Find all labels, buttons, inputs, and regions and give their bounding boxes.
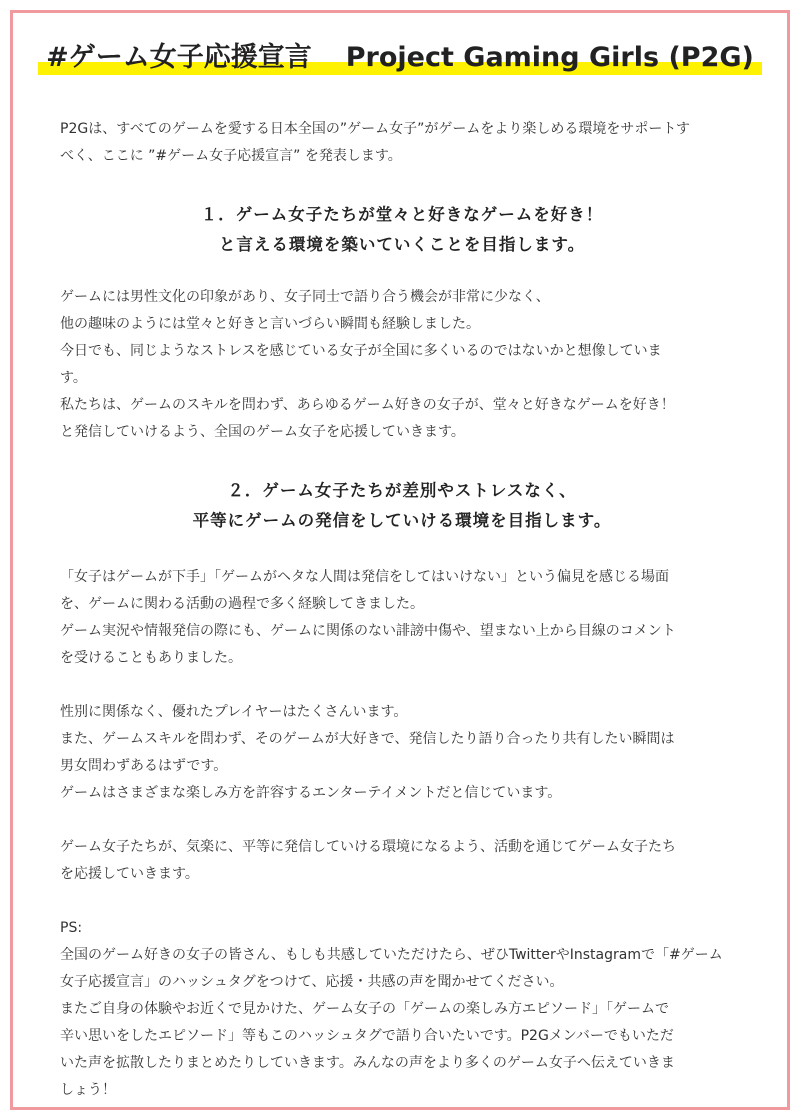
intro-paragraph (60, 116, 744, 170)
body-line: を応援していきます。 (60, 866, 199, 882)
declaration-body (60, 116, 744, 1104)
heading-line: 平等にゲームの発信をしていける環境を目指します。 (192, 511, 612, 530)
body-line: を、ゲームに関わる活動の過程で多く経験してきました。 (60, 596, 424, 612)
ps-label: PS: (60, 920, 83, 936)
body-line: またご自身の体験やお近くで見かけた、ゲーム女子の「ゲームの楽しみ方エピソード」「ゲームで (60, 1001, 669, 1017)
body-line: ゲームはさまざまな楽しみ方を許容するエンターテイメントだと信じています。 (60, 785, 562, 801)
body-line: 今日でも、同じようなストレスを感じている女子が全国に多くいるのではないかと想像していま (60, 343, 662, 359)
heading-line: １．ゲーム女子たちが堂々と好きなゲームを好き！ (200, 205, 604, 224)
body-line: 他の趣味のようには堂々と好きと言いづらい瞬間も経験しました。 (60, 316, 480, 332)
body-line: ゲーム女子たちが、気楽に、平等に発信していける環境になるよう、活動を通じてゲーム女子たち (60, 839, 676, 855)
body-line: 「女子はゲームが下手」「ゲームがヘタな人間は発信をしてはいけない」という偏見を感じる場面 (60, 569, 669, 585)
page-title (42, 38, 758, 78)
title-english: Project Gaming Girls (P2G) (345, 42, 754, 73)
title-japanese: #ゲーム女子応援宣言 (46, 42, 312, 73)
intro-line: べく、ここに ”#ゲーム女子応援宣言” を発表します。 (60, 148, 402, 164)
body-line: 辛い思いをしたエピソード」等もこのハッシュタグで語り合いたいです。P2Gメンバーでもいただ (60, 1028, 674, 1044)
body-line: 女子応援宣言」のハッシュタグをつけて、応援・共感の声を聞かせてください。 (60, 974, 564, 990)
body-line: また、ゲームスキルを問わず、そのゲームが大好きで、発信したり語り合ったり共有したい瞬間は (60, 731, 675, 747)
section1-heading (60, 200, 744, 260)
section2-paragraph-3 (60, 834, 744, 888)
body-line: いた声を拡散したりまとめたりしていきます。みんなの声をより多くのゲーム女子へ伝えていきま (60, 1055, 675, 1071)
body-line: 男女問わずあるはずです。 (60, 758, 228, 774)
intro-line: P2Gは、すべてのゲームを愛する日本全国の”ゲーム女子”がゲームをより楽しめる環境をサポートす (60, 121, 691, 137)
section2-paragraph-2 (60, 699, 744, 807)
body-line: しょう！ (60, 1082, 116, 1098)
ps-paragraph (60, 915, 744, 1104)
body-line: 性別に関係なく、優れたプレイヤーはたくさんいます。 (60, 704, 408, 720)
heading-line: ２．ゲーム女子たちが差別やストレスなく、 (227, 481, 577, 500)
body-line: 私たちは、ゲームのスキルを問わず、あらゆるゲーム好きの女子が、堂々と好きなゲームを好き！ (60, 397, 675, 413)
heading-line: と言える環境を築いていくことを目指します。 (218, 235, 586, 254)
section1-paragraph (60, 284, 744, 446)
body-line: ゲーム実況や情報発信の際にも、ゲームに関係のない誹謗中傷や、望まない上から目線のコメント (60, 623, 676, 639)
page-header (0, 38, 800, 78)
body-line: ゲームには男性文化の印象があり、女子同士で語り合う機会が非常に少なく、 (60, 289, 550, 305)
section2-paragraph-1 (60, 564, 744, 672)
section2-heading (60, 476, 744, 536)
body-line: 全国のゲーム好きの女子の皆さん、もしも共感していただけたら、ぜひTwitterやInstagramで「#ゲーム (60, 947, 723, 963)
body-line: す。 (60, 370, 87, 386)
body-line: と発信していけるよう、全国のゲーム女子を応援していきます。 (60, 424, 465, 440)
body-line: を受けることもありました。 (60, 650, 242, 666)
